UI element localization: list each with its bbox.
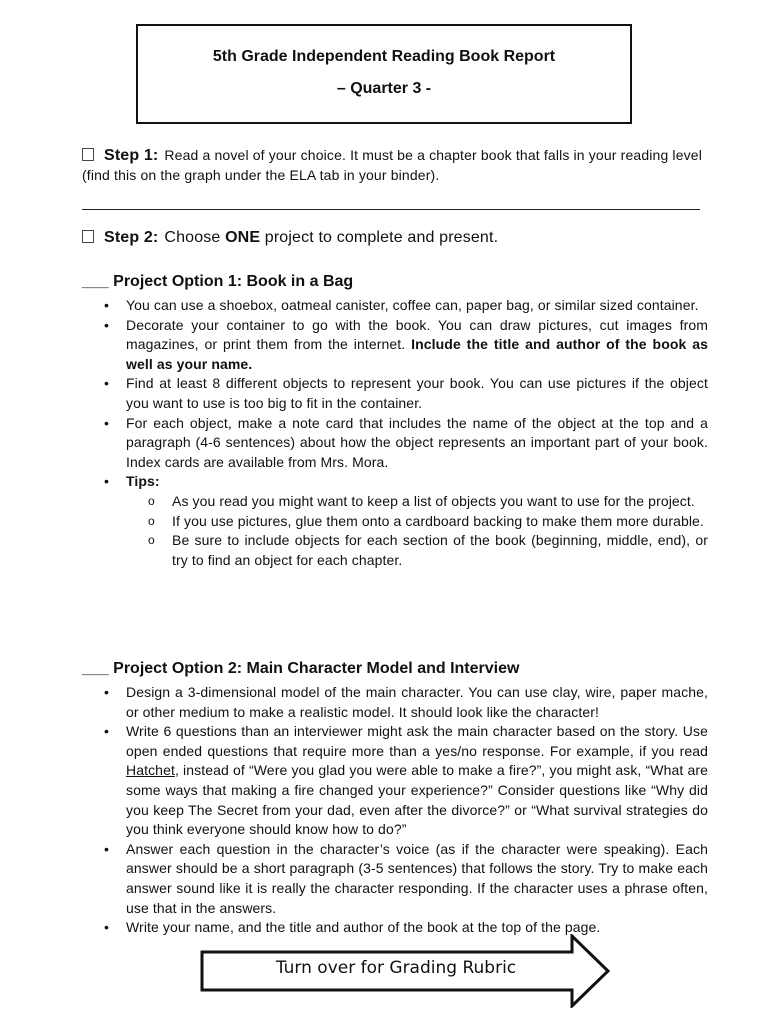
list-item: • Find at least 8 different objects to represent your book. You can use pictures if the object you want to use is too big to fit in the container.: [104, 374, 708, 413]
tips-label: Tips:: [126, 473, 160, 490]
tip-item: o As you read you might want to keep a list of objects you want to use for the project.: [172, 492, 708, 512]
book-title-hatchet: Hatchet: [126, 762, 175, 779]
option-1-title: ___ Project Option 1: Book in a Bag: [82, 273, 354, 290]
option-1-list: [104, 296, 708, 570]
option-2-list: [104, 683, 708, 938]
tip-item: o If you use pictures, glue them onto a cardboard backing to make them more durable.: [172, 512, 708, 532]
list-item-tips: [104, 472, 708, 570]
step-1-text: Read a novel of your choice. It must be a chapter book that falls in your reading level (find this on the graph under the ELA tab in your binder).: [82, 147, 702, 183]
page-title: 5th Grade Independent Reading Book Report: [212, 48, 556, 65]
divider-line: [82, 209, 700, 210]
step-2: [82, 228, 710, 248]
step-2-text-pre: Choose: [164, 229, 226, 246]
step-2-emphasis: ONE: [225, 229, 261, 246]
list-item: • Design a 3-dimensional model of the main character. You can use clay, wire, paper mache, or other medium to make a realistic model. It should look like the character!: [104, 683, 708, 722]
turn-over-label: Turn over for Grading Rubric: [275, 958, 517, 978]
list-item: [104, 316, 708, 375]
list-item: • Answer each question in the character’s voice (as if the character were speaking). Each answer should be a short paragraph (3-5 sentences) that follows the story. Try to make each answer sound like it is really the character responding. If the character uses a phrase often, use that in the answers.: [104, 840, 708, 918]
option-1-bullet-2-bold: Include the title and author of the book as well as your name.: [126, 336, 709, 372]
option-2-title: ___ Project Option 2: Main Character Model and Interview: [82, 660, 520, 677]
option-2-bullet-2-post: , instead of “Were you glad you were able to make a fire?”, you might ask, “What are some ways that making a fire changed your experience?” Consider questions like “Why did you keep The Secret from your dad, even after the divorce?” or “What survival strategies do you think everyone should know how to do?”: [126, 762, 708, 838]
step-1: [82, 146, 710, 185]
step-1-checkbox[interactable]: [82, 148, 94, 161]
turn-over-arrow: [200, 934, 612, 1008]
step-1-label: Step 1:: [104, 147, 159, 164]
step-2-text-post: project to complete and present.: [260, 229, 499, 246]
step-2-checkbox[interactable]: [82, 230, 94, 243]
list-item: • For each object, make a note card that includes the name of the object at the top and a paragraph (4-6 sentences) about how the object represents an important part of your book. Index cards are available from Mrs. Mora.: [104, 414, 708, 473]
option-2-bullet-2-pre: Write 6 questions than an interviewer might ask the main character based on the story. Use open ended questions that require more than a yes/no response. For example, if you read: [126, 723, 708, 759]
quarter-subtitle: – Quarter 3 -: [336, 80, 432, 97]
title-box: [136, 24, 632, 124]
tip-item: o Be sure to include objects for each section of the book (beginning, middle, end), or try to find an object for each chapter.: [172, 531, 708, 570]
list-item: • Write your name, and the title and author of the book at the top of the page.: [104, 918, 708, 938]
step-2-label: Step 2:: [104, 229, 159, 246]
list-item: [104, 722, 708, 840]
tips-list: [126, 492, 708, 570]
option-1-bullet-2-text: Decorate your container to go with the book. You can draw pictures, cut images from magazines, or print them from the internet.: [126, 316, 708, 353]
list-item: • You can use a shoebox, oatmeal canister, coffee can, paper bag, or similar sized container.: [104, 296, 708, 316]
